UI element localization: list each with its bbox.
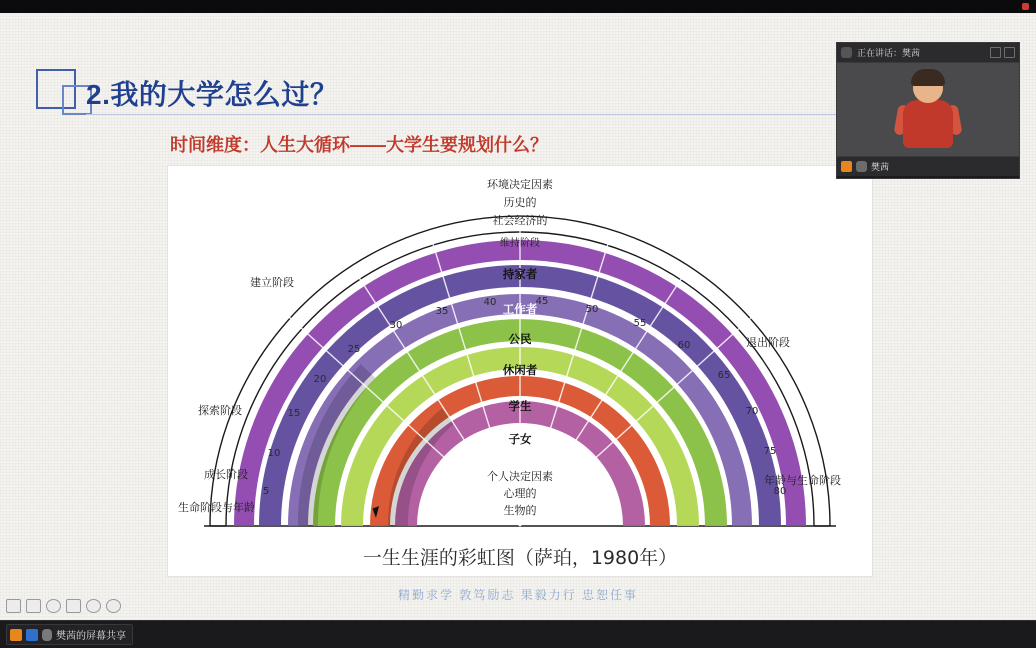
pen-tool-icon[interactable]	[26, 599, 41, 613]
svg-text:年龄与生命阶段: 年龄与生命阶段	[764, 474, 841, 487]
svg-text:65: 65	[717, 370, 731, 381]
svg-text:生物的: 生物的	[503, 504, 537, 517]
screen-share-icon	[841, 161, 852, 172]
video-call-panel[interactable]	[836, 42, 1020, 179]
video-panel-window-controls[interactable]	[990, 47, 1015, 58]
mic-status-icon	[856, 161, 867, 172]
svg-text:20: 20	[313, 374, 327, 385]
window-top-strip	[0, 0, 1036, 13]
svg-text:心理的: 心理的	[503, 487, 537, 500]
highlighter-tool-icon[interactable]	[46, 599, 61, 613]
microphone-icon	[841, 47, 852, 58]
laser-tool-icon[interactable]	[106, 599, 121, 613]
avatar-body	[903, 100, 953, 148]
avatar-hair	[911, 69, 945, 86]
maximize-icon[interactable]	[1004, 47, 1015, 58]
video-feed[interactable]	[837, 63, 1019, 156]
rainbow-diagram	[168, 166, 872, 576]
taskbar	[0, 620, 1036, 648]
svg-text:工作者: 工作者	[502, 302, 538, 316]
video-panel-footer	[837, 156, 1019, 176]
minimize-icon[interactable]	[990, 47, 1001, 58]
svg-text:环境决定因素: 环境决定因素	[487, 178, 553, 191]
svg-text:公民: 公民	[508, 332, 532, 346]
svg-text:维持阶段: 维持阶段	[500, 238, 540, 249]
svg-text:休闲者: 休闲者	[502, 363, 538, 377]
slide-motto: 精勤求学 敦笃励志 果毅力行 忠恕任事	[397, 588, 638, 602]
svg-text:退出阶段: 退出阶段	[746, 336, 790, 349]
svg-text:子女: 子女	[508, 432, 532, 446]
svg-text:生命阶段与年龄: 生命阶段与年龄	[178, 501, 255, 514]
svg-text:历史的: 历史的	[503, 196, 537, 209]
svg-text:学生: 学生	[508, 399, 532, 413]
pointer-tool-icon[interactable]	[6, 599, 21, 613]
taskbar-item-screen-share[interactable]	[6, 624, 133, 645]
eraser-tool-icon[interactable]	[66, 599, 81, 613]
title-divider	[86, 114, 836, 115]
svg-text:社会经济的: 社会经济的	[492, 214, 548, 227]
svg-text:10: 10	[267, 448, 281, 459]
svg-text:60: 60	[677, 340, 691, 351]
svg-text:持家者: 持家者	[502, 267, 538, 281]
screen-share-icon	[10, 629, 22, 641]
recording-indicator-icon	[1022, 3, 1029, 10]
shape-tool-icon[interactable]	[86, 599, 101, 613]
microphone-icon	[42, 629, 52, 641]
svg-text:建立阶段: 建立阶段	[250, 276, 294, 289]
page-title: 2.我的大学怎么过？	[86, 79, 339, 110]
svg-text:成长阶段: 成长阶段	[204, 468, 248, 481]
svg-text:25: 25	[347, 344, 361, 355]
figure-caption: 一生生涯的彩虹图（萨珀，1980年）	[362, 547, 678, 569]
taskbar-item-label: 樊茜的屏幕共享	[56, 631, 126, 642]
svg-text:探索阶段: 探索阶段	[198, 404, 242, 417]
svg-text:50: 50	[585, 304, 599, 315]
svg-text:40: 40	[483, 297, 497, 308]
app-icon	[26, 629, 38, 641]
svg-text:80: 80	[773, 486, 787, 497]
svg-text:45: 45	[535, 296, 549, 307]
svg-text:55: 55	[633, 318, 647, 329]
svg-text:15: 15	[287, 408, 301, 419]
career-rainbow-figure	[168, 166, 872, 576]
svg-text:75: 75	[763, 446, 777, 457]
svg-text:个人决定因素: 个人决定因素	[487, 470, 553, 483]
video-panel-header	[837, 43, 1019, 63]
participant-name: 樊茜	[871, 162, 890, 172]
svg-text:70: 70	[745, 406, 759, 417]
active-speaker-label: 正在讲话：樊茜	[857, 48, 921, 58]
avatar	[895, 69, 961, 151]
svg-text:35: 35	[435, 306, 449, 317]
slide-subtitle: 时间维度：人生大循环——大学生要规划什么？	[170, 135, 548, 155]
svg-text:5: 5	[262, 486, 270, 497]
slide-annotation-toolbar[interactable]	[6, 599, 121, 613]
svg-text:30: 30	[389, 320, 403, 331]
